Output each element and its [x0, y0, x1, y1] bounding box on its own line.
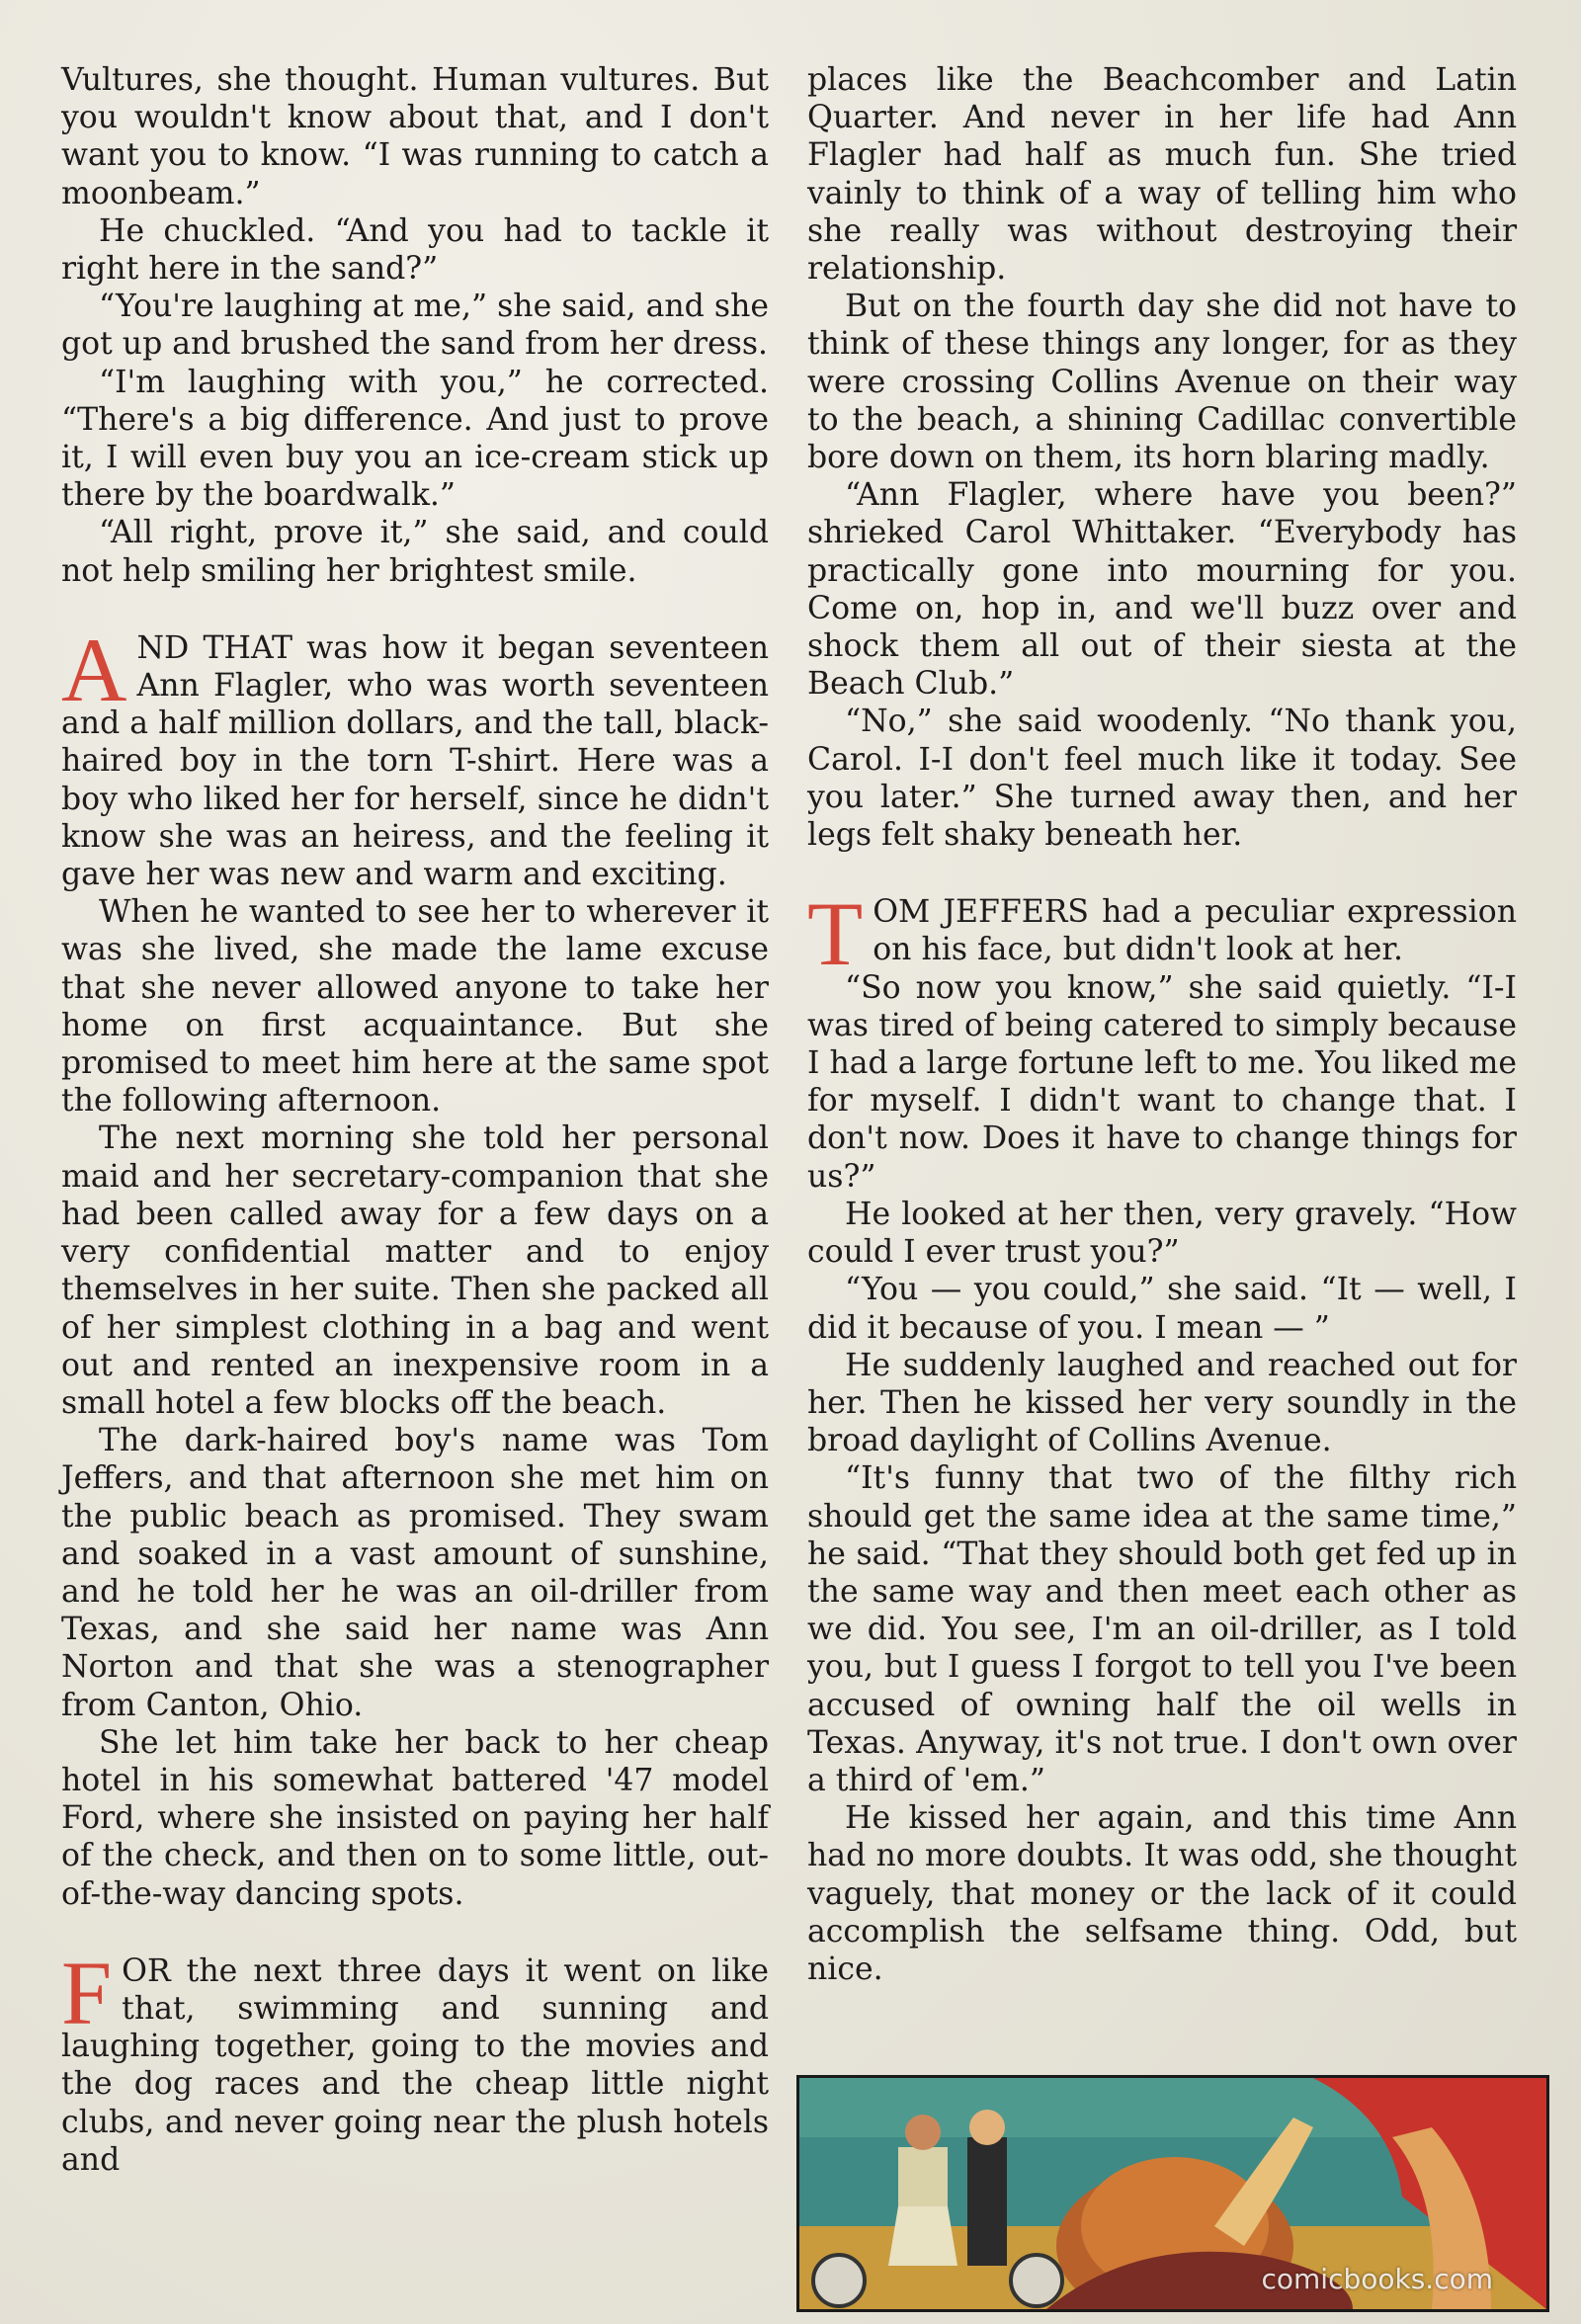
- paragraph: The next morning she told her personal maid and her secretary-companion that she had been called away for a few days on a very confidential matter and to enjoy themselves in her suite. Then she packed all of her simplest clothing in a bag and went out and rented an inexpensive room in a small hotel a few blocks off the beach.: [61, 1120, 769, 1421]
- section-opening: [61, 1942, 769, 2179]
- paragraph: “I'm laughing with you,” he corrected. “There's a big difference. And just to prove it, I will even buy you an ice-cream stick up there by the boardwalk.”: [61, 364, 769, 514]
- section-opening: [807, 883, 1517, 985]
- paragraph: Vultures, she thought. Human vultures. But you wouldn't know about that, and I don't want you to know. “I was running to catch a moonbeam.”: [61, 62, 769, 211]
- paragraph: OR the next three days it went on like that, swimming and sunning and laughing together, going to the movies and the dog races and the cheap little night clubs, and never going near the plush hotels and: [61, 1952, 769, 2178]
- section-opening: [61, 619, 769, 893]
- paragraph: “All right, prove it,” she said, and could not help smiling her brightest smile.: [61, 515, 769, 589]
- paragraph: But on the fourth day she did not have to think of these things any longer, for as they were crossing Collins Avenue on their way to the beach, a shining Cadillac convertible bore down on them, its horn blaring madly.: [807, 289, 1517, 476]
- paragraph: The dark-haired boy's name was Tom Jeffers, and that afternoon she met him on the public beach as promised. They swam and soaked in a vast amount of sunshine, and he told her he was an oil-driller from Texas, and she said her name was Ann Norton and that she was a stenographer from Canton, Ohio.: [61, 1423, 769, 1723]
- paragraph: places like the Beachcomber and Latin Quarter. And never in her life had Ann Flagler had half as much fun. She tried vainly to think of a way of telling him who she really was without destroying their relationship.: [807, 62, 1517, 288]
- paragraph: He suddenly laughed and reached out for her. Then he kissed her very soundly in the broad daylight of Collins Avenue.: [807, 1347, 1517, 1459]
- paragraph: “No,” she said woodenly. “No thank you, Carol. I-I don't feel much like it today. See you later.” She turned away then, and her legs felt shaky beneath her.: [807, 704, 1517, 854]
- right-column: [807, 61, 1517, 1988]
- paragraph: He kissed her again, and this time Ann had no more doubts. It was odd, she thought vaguely, that money or the lack of it could accomplish the selfsame thing. Odd, but nice.: [807, 1800, 1517, 1987]
- drop-cap-letter: F: [61, 1942, 113, 2043]
- paragraph: ND THAT was how it began seventeen Ann Flagler, who was worth seventeen and a half million dollars, and the tall, black-haired boy in the torn T-shirt. Here was a boy who liked her for herself, since he didn't know she was an heiress, and the feeling it gave her was new and warm and exciting.: [61, 629, 769, 893]
- comic-illustration-panel: [796, 2075, 1549, 2312]
- paragraph: “You're laughing at me,” she said, and she got up and brushed the sand from her dress.: [61, 289, 769, 363]
- paragraph: “So now you know,” she said quietly. “I-I was tired of being catered to simply because I had a large fortune left to me. You liked me for myself. I didn't want to change that. I don't now. Does it have to change things for us?”: [807, 969, 1517, 1195]
- paragraph: He looked at her then, very gravely. “How could I ever trust you?”: [807, 1196, 1517, 1271]
- paragraph: OM JEFFERS had a peculiar expression on his face, but didn't look at her.: [873, 894, 1517, 968]
- paragraph: “You — you could,” she said. “It — well, I did it because of you. I mean — ”: [807, 1272, 1517, 1346]
- drop-cap-letter: A: [61, 619, 127, 720]
- drop-cap-letter: T: [807, 883, 864, 985]
- paragraph: He chuckled. “And you had to tackle it right here in the sand?”: [61, 212, 769, 288]
- paragraph: “Ann Flagler, where have you been?” shrieked Carol Whittaker. “Everybody has practically gone into mourning for you. Come on, hop in, and we'll buzz over and shock them all out of their siesta at the Beach Club.”: [807, 477, 1517, 703]
- paragraph: “It's funny that two of the filthy rich should get the same idea at the same time,” he said. “That they should both get fed up in the same way and then meet each other as we did. You see, I'm an oil-driller, as I told you, but I guess I forgot to tell you I've been accused of owning half the oil wells in Texas. Anyway, it's not true. I don't own over a third of 'em.”: [807, 1460, 1517, 1798]
- paragraph: When he wanted to see her to wherever it was she lived, she made the lame excuse that she never allowed anyone to take her home on first acquaintance. But she promised to meet him here at the same spot the following afternoon.: [61, 894, 769, 1120]
- watermark-text: comicbooks.com: [1261, 2263, 1493, 2295]
- left-column: [61, 61, 769, 2179]
- paragraph: She let him take her back to her cheap hotel in his somewhat battered '47 model Ford, where she insisted on paying her half of the check, and then on to some little, out-of-the-way dancing spots.: [61, 1724, 769, 1912]
